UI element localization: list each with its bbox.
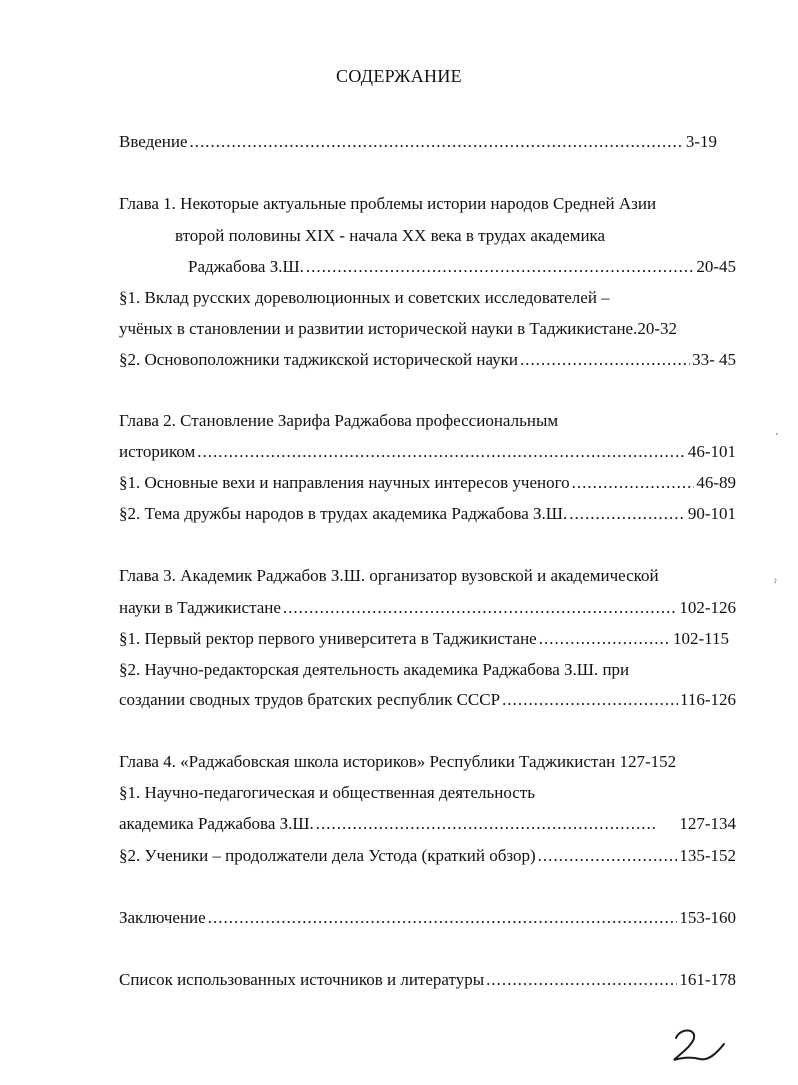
toc-entry-pages: 46-89 — [696, 473, 736, 492]
chapter-2-section-2 — [119, 503, 736, 525]
toc-entry-pages: 102-115 — [672, 629, 729, 648]
toc-entry-pages: 33- 45 — [692, 350, 736, 369]
dot-leader — [538, 845, 678, 867]
page-title: СОДЕРЖАНИЕ — [336, 66, 462, 86]
toc-entry-pages: 161-178 — [679, 970, 736, 989]
dot-leader — [316, 813, 658, 835]
dot-leader — [197, 441, 686, 463]
toc-entry-label: Введение — [119, 132, 188, 151]
page-number-stroke — [674, 1031, 724, 1061]
toc-entry-label: Заключение — [119, 908, 206, 927]
dot-leader — [502, 689, 678, 711]
dot-leader — [190, 131, 684, 153]
toc-entry-label: академика Раджабова З.Ш. — [119, 814, 314, 833]
chapter-1-title-line-3 — [188, 256, 736, 278]
dot-leader — [539, 628, 671, 650]
toc-entry-label: Раджабова З.Ш. — [188, 257, 304, 276]
chapter-3-title-line-2 — [119, 597, 736, 619]
toc-entry-pages: 90-101 — [687, 504, 736, 523]
toc-entry-intro — [119, 131, 717, 153]
toc-entry-conclusion — [119, 907, 736, 929]
toc-entry-label: §2. Тема дружбы народов в трудах академика Раджабова З.Ш. — [119, 504, 568, 523]
toc-entry-label: §2. Основоположники таджикской исторической науки — [119, 350, 519, 369]
chapter-1-section-1-line-2: учёных в становлении и развитии исторической науки в Таджикистане.20-32 — [119, 319, 678, 338]
toc-entry-pages: 20-45 — [696, 257, 736, 276]
toc-entry-label: §1. Первый ректор первого университета в Таджикистане — [119, 629, 537, 648]
toc-entry-sources — [119, 969, 736, 991]
chapter-3-section-2-line-1: §2. Научно-редакторская деятельность академика Раджабова З.Ш. при — [119, 660, 630, 679]
handwritten-page-number — [670, 1024, 730, 1064]
chapter-4-section-1-line-1: §1. Научно-педагогическая и общественная деятельность — [119, 783, 535, 802]
toc-entry-pages: 135-152 — [679, 846, 736, 865]
toc-entry-label: историком — [119, 442, 196, 461]
chapter-2-title-line-1: Глава 2. Становление Зарифа Раджабова профессиональным — [119, 411, 559, 430]
chapter-2-title-line-2 — [119, 441, 736, 463]
chapter-3-title-line-1: Глава 3. Академик Раджабов З.Ш. организатор вузовской и академической — [119, 566, 659, 585]
toc-entry-pages: 153-160 — [679, 908, 736, 927]
toc-entry-label: науки в Таджикистане — [119, 598, 281, 617]
chapter-1-title-line-1: Глава 1. Некоторые актуальные проблемы истории народов Средней Азии — [119, 194, 657, 213]
chapter-4-title: Глава 4. «Раджабовская школа историков» Республики Таджикистан 127-152 — [119, 752, 677, 771]
toc-entry-pages: 102-126 — [679, 598, 736, 617]
chapter-1-section-1-line-1: §1. Вклад русских дореволюционных и советских исследователей – — [119, 288, 610, 307]
toc-entry-pages: 46-101 — [687, 442, 736, 461]
chapter-1-title-line-2: второй половины XIX - начала XX века в трудах академика — [175, 226, 606, 245]
toc-entry-pages: 3-19 — [685, 132, 717, 151]
chapter-1-section-2 — [119, 349, 736, 371]
dot-leader — [572, 472, 695, 494]
toc-entry-pages: 116-126 — [679, 690, 736, 709]
dot-leader — [520, 349, 690, 371]
chapter-2-section-1 — [119, 472, 736, 494]
dot-leader — [283, 597, 677, 619]
dot-leader — [486, 969, 677, 991]
chapter-3-section-1 — [119, 628, 729, 650]
toc-entry-pages: 127-134 — [679, 814, 736, 833]
toc-entry-label: §1. Основные вехи и направления научных интересов ученого — [119, 473, 570, 492]
toc-entry-label: §2. Ученики – продолжатели дела Устода (краткий обзор) — [119, 846, 536, 865]
chapter-4-section-1-line-2 — [119, 813, 736, 835]
toc-entry-label: Список использованных источников и литературы — [119, 970, 485, 989]
toc-entry-label: создании сводных трудов братских республик СССР — [119, 690, 501, 709]
dot-leader — [306, 256, 694, 278]
scan-mark: ' — [776, 432, 778, 443]
scan-mark: ˀ — [774, 578, 777, 589]
chapter-3-section-2-line-2 — [119, 689, 736, 711]
chapter-4-section-2 — [119, 845, 736, 867]
dot-leader — [208, 907, 678, 929]
dot-leader — [569, 503, 686, 525]
